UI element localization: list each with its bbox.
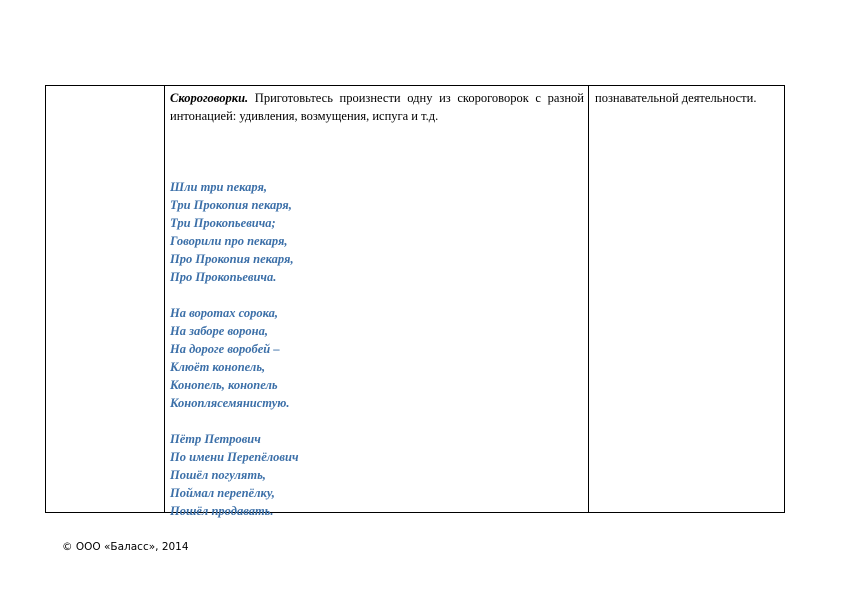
poem-line: Поймал перепёлку, xyxy=(170,486,275,500)
intro-lead: Скороговорки. xyxy=(170,91,249,105)
poem-line: Про Прокопьевича. xyxy=(170,270,277,284)
poem-line: Про Прокопия пекаря, xyxy=(170,252,294,266)
intro-paragraph xyxy=(170,89,584,125)
tongue-twister-1 xyxy=(170,178,584,286)
poem-line: По имени Перепёлович xyxy=(170,450,299,464)
intro-text: Приготовьтесь произнести одну из скороговорок с разной интонацией: удивления, возмущения, испуга и т.д. xyxy=(170,91,584,123)
tongue-twister-2 xyxy=(170,304,584,412)
table-cell-left xyxy=(46,86,165,512)
copyright-footer: © ООО «Баласс», 2014 xyxy=(62,541,189,553)
content-table xyxy=(45,85,785,518)
poem-line: Три Прокопия пекаря, xyxy=(170,198,292,212)
poem-line: Шли три пекаря, xyxy=(170,180,268,194)
poem-line: Пётр Петрович xyxy=(170,432,261,446)
cognitive-activity-text: познавательной деятельности. xyxy=(595,91,757,105)
poem-line: Конопель, конопель xyxy=(170,378,278,392)
poem-line: Клюёт конопель, xyxy=(170,360,266,374)
poem-line: Пошёл погулять, xyxy=(170,468,266,482)
poem-line: На дороге воробей – xyxy=(170,342,280,356)
table-cell-right xyxy=(589,86,784,512)
poem-line: На заборе ворона, xyxy=(170,324,268,338)
poem-line: Пошёл продавать. xyxy=(170,504,274,518)
poem-line: Три Прокопьевича; xyxy=(170,216,276,230)
tongue-twister-3 xyxy=(170,430,584,520)
poem-line: На воротах сорока, xyxy=(170,306,279,320)
poem-line: Коноплясемянистую. xyxy=(170,396,290,410)
table-cell-tongue-twisters xyxy=(165,86,589,518)
poem-line: Говорили про пекаря, xyxy=(170,234,288,248)
tongue-twister-list xyxy=(170,178,584,520)
